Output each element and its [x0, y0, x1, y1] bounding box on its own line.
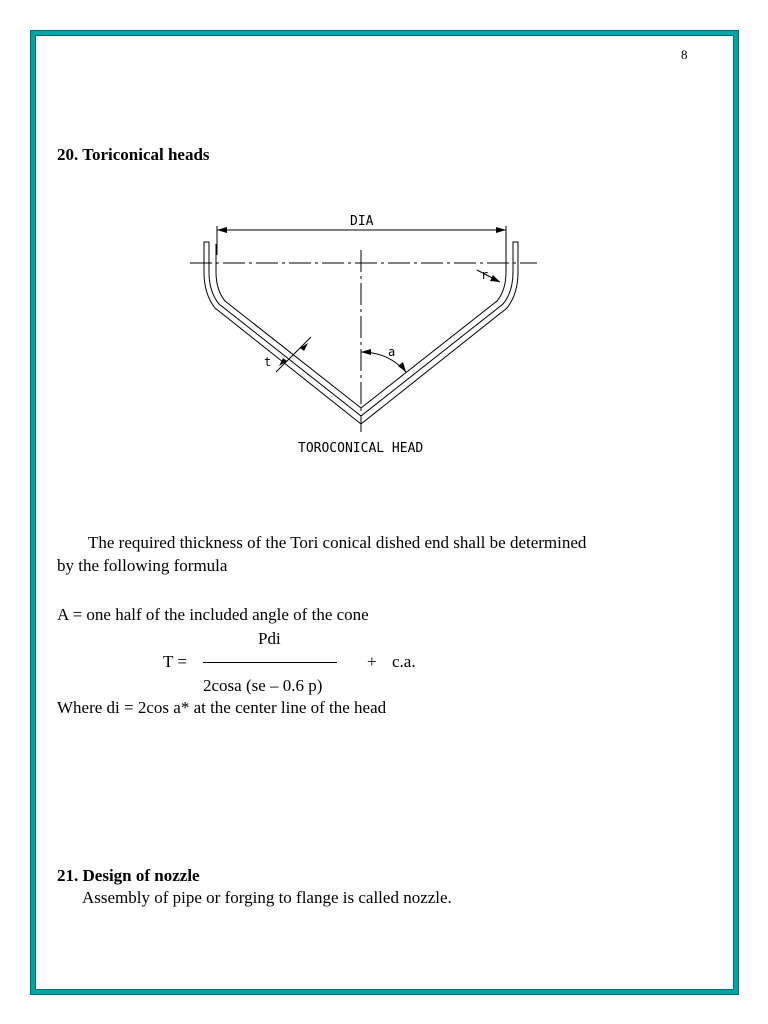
dia-label: DIA	[350, 214, 374, 229]
angle-arc	[361, 352, 406, 372]
r-label: r	[481, 268, 489, 282]
thickness-dimension	[276, 337, 311, 372]
formula-numerator: Pdi	[258, 629, 281, 648]
where-line: Where di = 2cos a* at the center line of the head	[57, 698, 387, 717]
section-20-heading: 20. Toriconical heads	[57, 145, 210, 164]
section-21-text: Assembly of pipe or forging to flange is called nozzle.	[82, 888, 452, 907]
page-border	[31, 31, 738, 994]
paragraph-line-2: by the following formula	[57, 556, 228, 575]
t-label: t	[264, 355, 272, 369]
toriconical-head-drawing	[180, 205, 560, 465]
paragraph-line-1: The required thickness of the Tori conical dished end shall be determined	[88, 533, 587, 552]
fraction-bar	[203, 662, 337, 663]
page-number: 8	[681, 47, 688, 62]
definition-a: A = one half of the included angle of the cone	[57, 605, 369, 624]
section-21-heading: 21. Design of nozzle	[57, 866, 200, 885]
figure-caption: TOROCONICAL HEAD	[298, 441, 424, 456]
angle-label: a	[388, 345, 396, 359]
formula-ca: c.a.	[392, 652, 416, 671]
formula-plus: +	[367, 652, 377, 671]
formula-lhs: T =	[163, 652, 187, 671]
formula-denominator: 2cosa (se – 0.6 p)	[203, 676, 323, 695]
